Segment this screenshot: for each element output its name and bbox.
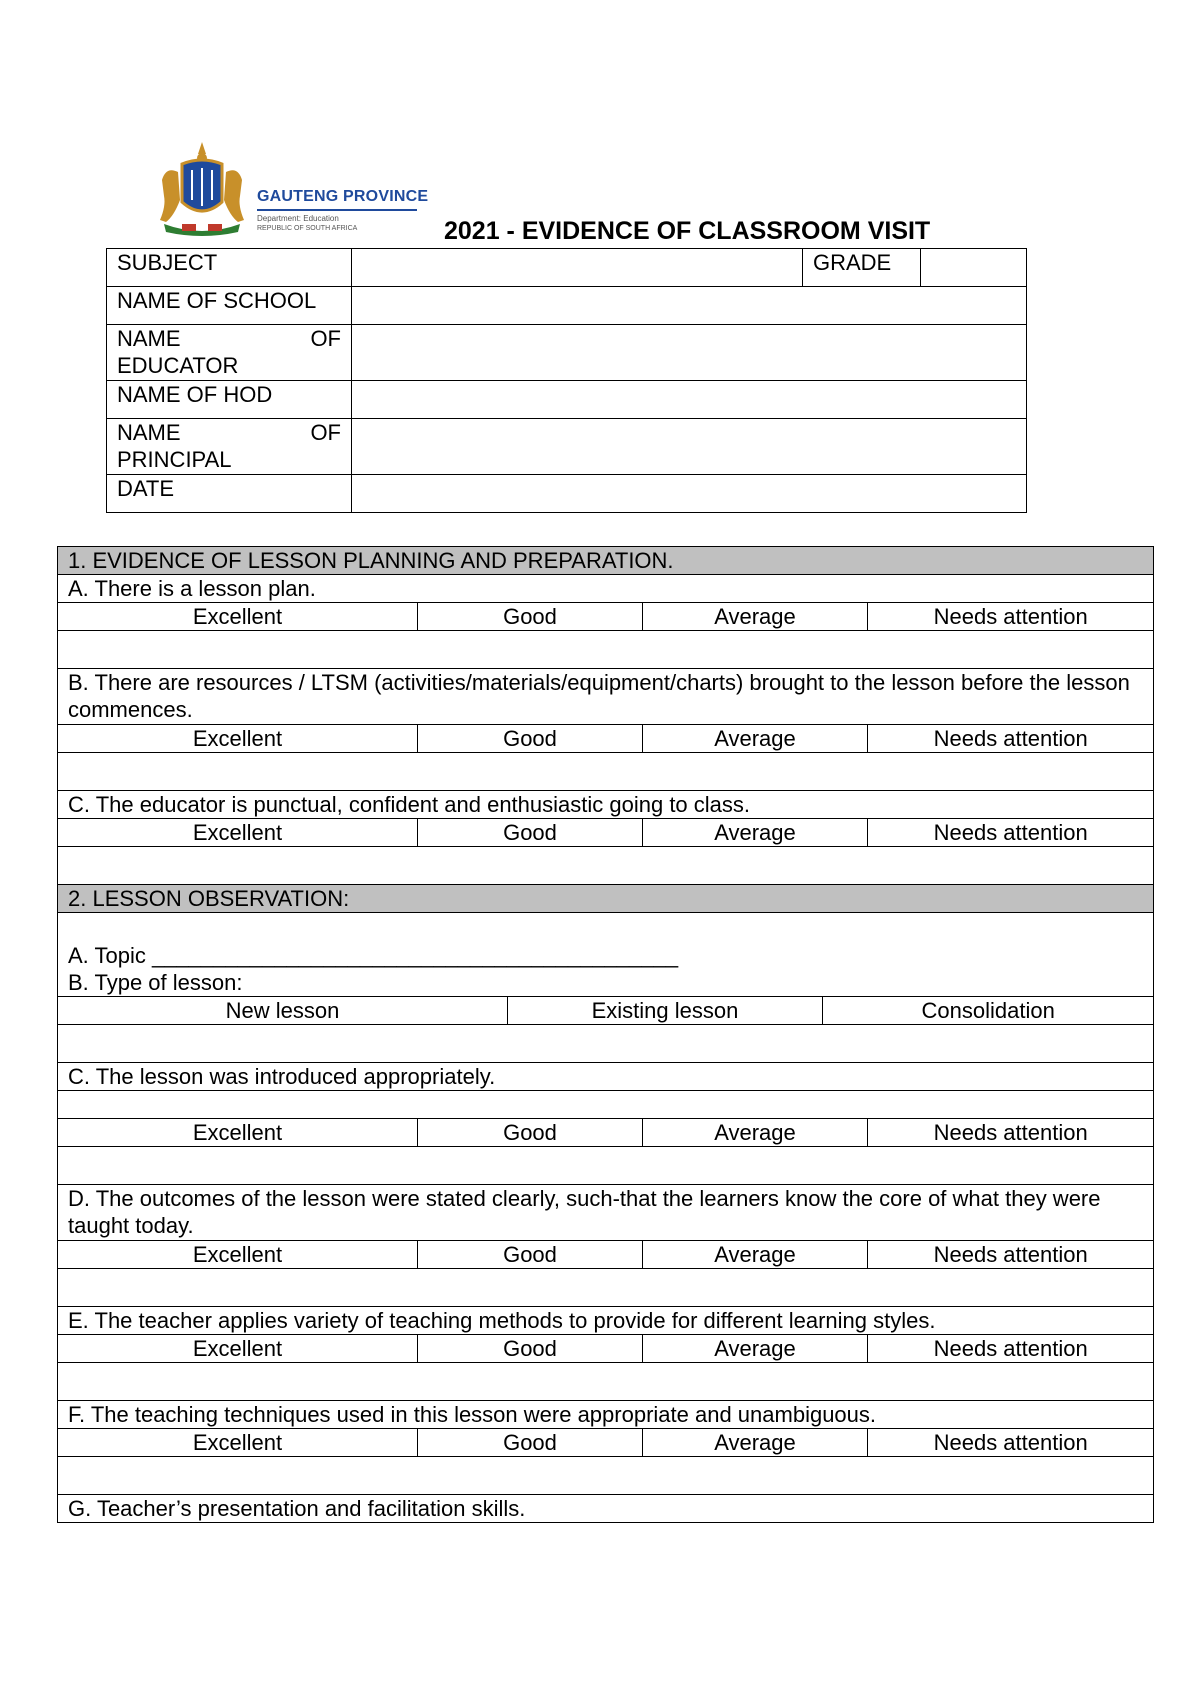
rating-excellent: Excellent: [58, 725, 418, 753]
rating-input-row[interactable]: [58, 847, 1154, 885]
rating-good: Good: [418, 603, 643, 631]
rating-needs-attention: Needs attention: [868, 1241, 1154, 1269]
section1-item-a: A. There is a lesson plan.: [58, 575, 1154, 603]
rating-average: Average: [643, 603, 868, 631]
grade-label: GRADE: [803, 249, 921, 287]
section2-topic: A. Topic ___________________________________________: [68, 943, 679, 968]
section2-item-g: G. Teacher’s presentation and facilitation skills.: [58, 1495, 1154, 1523]
rating-header-row: [58, 603, 1154, 631]
rating-good: Good: [418, 819, 643, 847]
logo-text: [257, 188, 428, 234]
rating-header-row: [58, 1119, 1154, 1147]
logo-divider: [257, 209, 417, 211]
section2-item-d: D. The outcomes of the lesson were stated clearly, such-that the learners know the core of what they were taught today.: [58, 1185, 1154, 1241]
rating-average: Average: [643, 1119, 868, 1147]
rating-input-row[interactable]: [58, 1457, 1154, 1495]
section2-type: B. Type of lesson:: [68, 970, 243, 995]
principal-field[interactable]: [352, 419, 1027, 475]
principal-label-a: NAME: [117, 420, 181, 445]
principal-label: [107, 419, 352, 475]
page-title: 2021 - EVIDENCE OF CLASSROOM VISIT: [444, 217, 931, 245]
rating-needs-attention: Needs attention: [868, 1119, 1154, 1147]
rating-good: Good: [418, 725, 643, 753]
section1-item-c: C. The educator is punctual, confident and enthusiastic going to class.: [58, 791, 1154, 819]
section2-heading: 2. LESSON OBSERVATION:: [58, 885, 1154, 913]
hod-label: NAME OF HOD: [107, 381, 352, 419]
principal-label-c: PRINCIPAL: [117, 447, 232, 472]
rating-excellent: Excellent: [58, 1119, 418, 1147]
section1-item-b: B. There are resources / LTSM (activities/materials/equipment/charts) brought to the lesson before the lesson commences.: [58, 669, 1154, 725]
rating-excellent: Excellent: [58, 819, 418, 847]
section2-item-c: C. The lesson was introduced appropriately.: [58, 1063, 1154, 1091]
rating-header-row: [58, 725, 1154, 753]
rating-needs-attention: Needs attention: [868, 819, 1154, 847]
info-table: [106, 248, 1027, 513]
logo-department: Department: Education: [257, 214, 339, 223]
educator-field[interactable]: [352, 325, 1027, 381]
logo-country: REPUBLIC OF SOUTH AFRICA: [257, 225, 358, 232]
rating-average: Average: [643, 1335, 868, 1363]
lesson-type-new: New lesson: [58, 997, 508, 1025]
educator-label-c: EDUCATOR: [117, 353, 239, 378]
school-label: NAME OF SCHOOL: [107, 287, 352, 325]
rating-needs-attention: Needs attention: [868, 1335, 1154, 1363]
educator-label-b: OF: [310, 326, 341, 351]
principal-label-b: OF: [310, 420, 341, 445]
subject-field[interactable]: [352, 249, 803, 287]
rating-excellent: Excellent: [58, 603, 418, 631]
rating-input-row[interactable]: [58, 1363, 1154, 1401]
rating-header-row: [58, 1429, 1154, 1457]
rating-excellent: Excellent: [58, 1335, 418, 1363]
rating-input-row[interactable]: [58, 1147, 1154, 1185]
rating-good: Good: [418, 1335, 643, 1363]
lesson-type-row: [58, 997, 1154, 1025]
rating-needs-attention: Needs attention: [868, 1429, 1154, 1457]
subject-label: SUBJECT: [107, 249, 352, 287]
section2-item-f: F. The teaching techniques used in this lesson were appropriate and unambiguous.: [58, 1401, 1154, 1429]
rating-input-row[interactable]: [58, 1269, 1154, 1307]
lesson-type-existing: Existing lesson: [508, 997, 823, 1025]
rating-average: Average: [643, 725, 868, 753]
evaluation-table: [57, 546, 1154, 1523]
rating-input-row[interactable]: [58, 631, 1154, 669]
rating-good: Good: [418, 1119, 643, 1147]
rating-header-row: [58, 1335, 1154, 1363]
section1-heading: 1. EVIDENCE OF LESSON PLANNING AND PREPARATION.: [58, 547, 1154, 575]
educator-label-a: NAME: [117, 326, 181, 351]
rating-input-row[interactable]: [58, 753, 1154, 791]
rating-average: Average: [643, 1429, 868, 1457]
rating-header-row: [58, 1241, 1154, 1269]
lesson-type-consolidation: Consolidation: [823, 997, 1154, 1025]
rating-excellent: Excellent: [58, 1241, 418, 1269]
coat-of-arms-icon: [152, 140, 252, 240]
grade-field[interactable]: [921, 249, 1027, 287]
rating-average: Average: [643, 1241, 868, 1269]
lesson-type-input-row[interactable]: [58, 1025, 1154, 1063]
date-field[interactable]: [352, 475, 1027, 513]
department-logo: [152, 140, 429, 240]
school-field[interactable]: [352, 287, 1027, 325]
hod-field[interactable]: [352, 381, 1027, 419]
section2-topic-cell: [58, 913, 1154, 997]
rating-header-row: [58, 819, 1154, 847]
rating-good: Good: [418, 1241, 643, 1269]
blank-row[interactable]: [58, 1091, 1154, 1119]
logo-province-name: GAUTENG PROVINCE: [257, 188, 429, 205]
section2-item-e: E. The teacher applies variety of teaching methods to provide for different learning styles.: [58, 1307, 1154, 1335]
rating-excellent: Excellent: [58, 1429, 418, 1457]
rating-needs-attention: Needs attention: [868, 725, 1154, 753]
rating-needs-attention: Needs attention: [868, 603, 1154, 631]
rating-good: Good: [418, 1429, 643, 1457]
date-label: DATE: [107, 475, 352, 513]
rating-average: Average: [643, 819, 868, 847]
educator-label: [107, 325, 352, 381]
